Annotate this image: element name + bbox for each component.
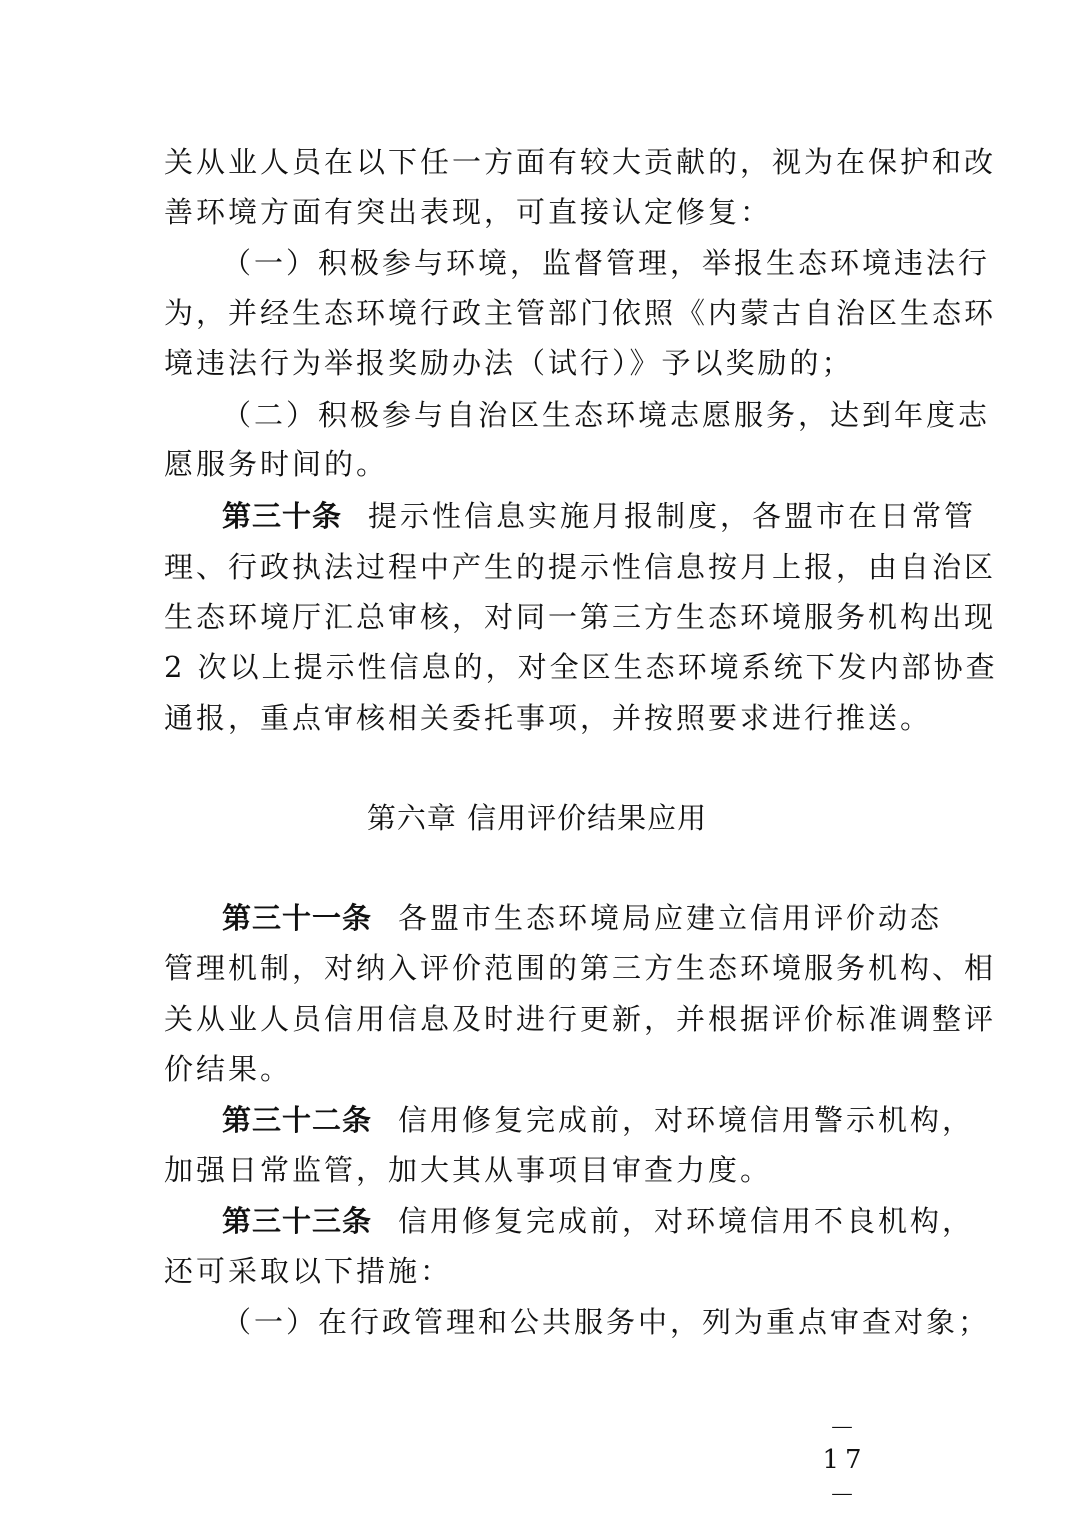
article-31-line: 价结果。: [164, 1052, 293, 1086]
article-32-line: 加强日常监管，加大其从事项目审查力度。: [164, 1153, 773, 1187]
article-33-list-item: （一）在行政管理和公共服务中，列为重点审查对象；: [222, 1305, 991, 1339]
page-number: － 17 －: [822, 1414, 868, 1511]
article-30-first-line: [222, 496, 977, 536]
article-30-label: 第三十条: [222, 499, 343, 533]
article-31-line: 管理机制，对纳入评价范围的第三方生态环境服务机构、相: [164, 951, 997, 985]
article-30-line: 通报，重点审核相关委托事项，并按照要求进行推送。: [164, 701, 933, 735]
paragraph-line: 善环境方面有突出表现，可直接认定修复：: [164, 195, 773, 229]
article-33-line: 还可采取以下措施：: [164, 1254, 453, 1288]
chapter-heading: 第六章 信用评价结果应用: [366, 801, 708, 835]
article-30-text: 提示性信息实施月报制度，各盟市在日常管: [368, 499, 977, 533]
article-31-text: 各盟市生态环境局应建立信用评价动态: [398, 901, 943, 935]
article-30-line: 2 次以上提示性信息的，对全区生态环境系统下发内部协查: [164, 650, 998, 684]
article-33-text: 信用修复完成前，对环境信用不良机构，: [398, 1204, 975, 1238]
article-30-line: 生态环境厅汇总审核，对同一第三方生态环境服务机构出现: [164, 600, 997, 634]
article-33-label: 第三十三条: [222, 1204, 373, 1238]
article-32-first-line: [222, 1100, 975, 1140]
list-item-line: 境违法行为举报奖励办法（试行）》予以奖励的；: [164, 346, 854, 380]
article-33-first-line: [222, 1201, 975, 1241]
list-item-line: 为，并经生态环境行政主管部门依照《内蒙古自治区生态环: [164, 296, 997, 330]
article-32-label: 第三十二条: [222, 1103, 373, 1137]
article-31-label: 第三十一条: [222, 901, 373, 935]
article-31-first-line: [222, 898, 943, 938]
list-item-line: 愿服务时间的。: [164, 447, 389, 481]
list-item-line: （一）积极参与环境，监督管理，举报生态环境违法行: [222, 246, 991, 280]
list-item-line: （二）积极参与自治区生态环境志愿服务，达到年度志: [222, 398, 991, 432]
article-32-text: 信用修复完成前，对环境信用警示机构，: [398, 1103, 975, 1137]
article-31-line: 关从业人员信用信息及时进行更新，并根据评价标准调整评: [164, 1002, 997, 1036]
paragraph-line: 关从业人员在以下任一方面有较大贡献的，视为在保护和改: [164, 145, 997, 179]
article-30-line: 理、行政执法过程中产生的提示性信息按月上报，由自治区: [164, 550, 997, 584]
